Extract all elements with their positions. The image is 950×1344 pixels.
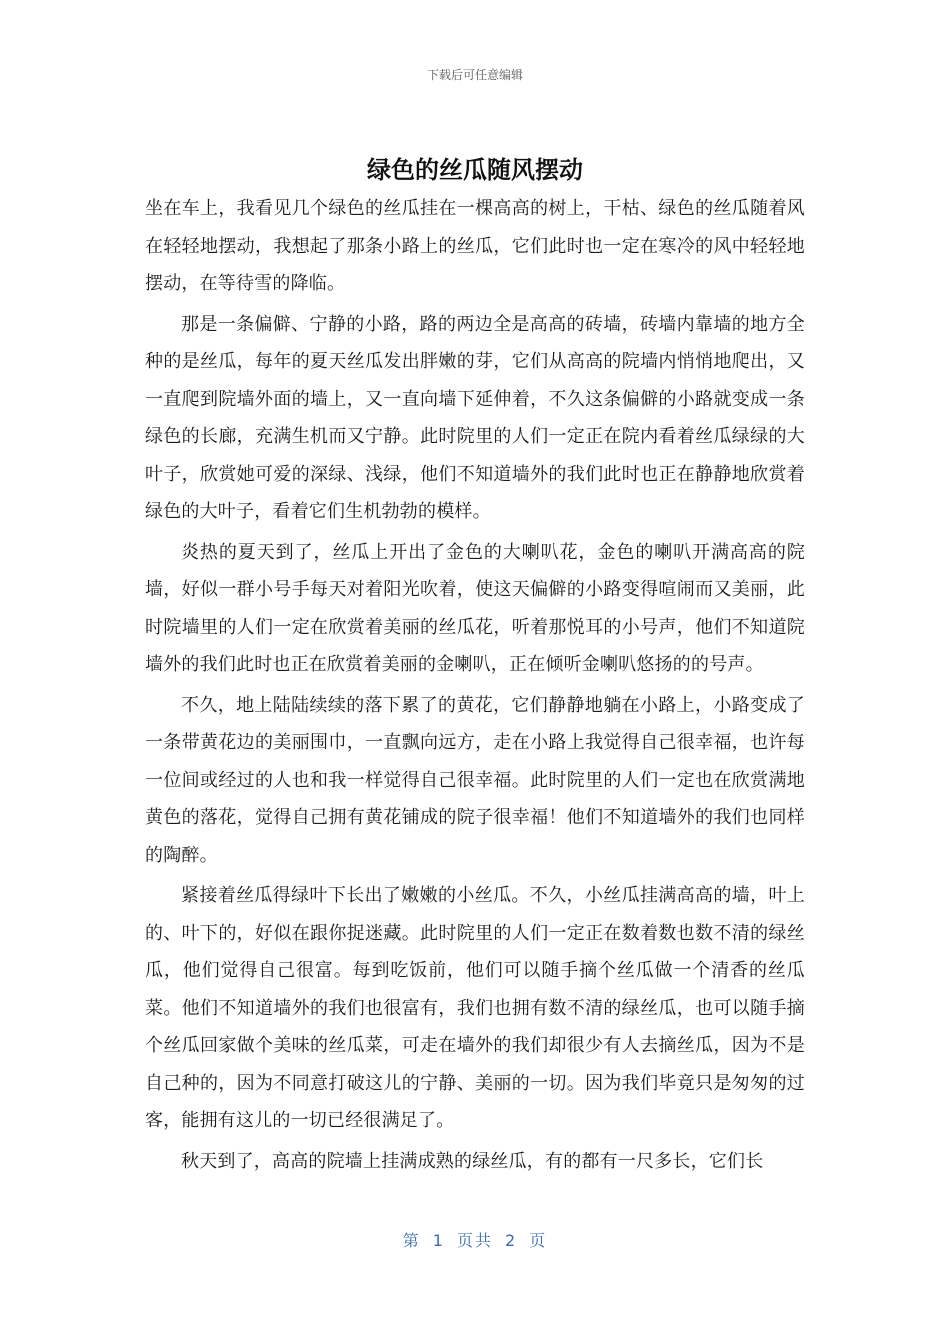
paragraph-2: 那是一条偏僻、宁静的小路，路的两边全是高高的砖墙，砖墙内靠墙的地方全种的是丝瓜，每年的夏天丝瓜发出胖嫩的芽，它们从高高的院墙内悄悄地爬出，又一直爬到院墙外面的墙上，又一直向墙下延伸着，不久这条偏僻的小路就变成一条绿色的长廊，充满生机而又宁静。此时院里的人们一定正在院内看着丝瓜绿绿的大叶子，欣赏她可爱的深绿、浅绿，他们不知道墙外的我们此时也正在静静地欣赏着绿色的大叶子，看着它们生机勃勃的模样。 bbox=[145, 313, 805, 522]
page-header-note: 下载后可任意编辑 bbox=[426, 68, 523, 82]
footer-current-page: 1 bbox=[432, 1231, 445, 1250]
article-body bbox=[145, 190, 805, 1180]
paragraph-5: 紧接着丝瓜得绿叶下长出了嫩嫩的小丝瓜。不久，小丝瓜挂满高高的墙，叶上的、叶下的，好似在跟你捉迷藏。此时院里的人们一定正在数着数也数不清的绿丝瓜，他们觉得自己很富。每到吃饭前，他们可以随手摘个丝瓜做一个清香的丝瓜菜。他们不知道墙外的我们也很富有，我们也拥有数不清的绿丝瓜，也可以随手摘个丝瓜回家做个美味的丝瓜菜，可走在墙外的我们却很少有人去摘丝瓜，因为不是自己种的，因为不同意打破这儿的宁静、美丽的一切。因为我们毕竟只是匆匆的过客，能拥有这儿的一切已经很满足了。 bbox=[145, 885, 805, 1131]
footer-prefix: 第 bbox=[402, 1231, 421, 1250]
page-number-footer bbox=[0, 1228, 950, 1251]
footer-total-pages: 2 bbox=[505, 1231, 518, 1250]
document-title: 绿色的丝瓜随风摆动 bbox=[367, 156, 583, 184]
paragraph-1: 坐在车上，我看见几个绿色的丝瓜挂在一棵高高的树上，干枯、绿色的丝瓜随着风在轻轻地摆动，我想起了那条小路上的丝瓜，它们此时也一定在寒冷的风中轻轻地摆动，在等待雪的降临。 bbox=[145, 198, 805, 294]
footer-suffix: 页 bbox=[529, 1231, 548, 1250]
paragraph-6: 秋天到了，高高的院墙上挂满成熟的绿丝瓜，有的都有一尺多长，它们长 bbox=[181, 1150, 764, 1172]
paragraph-3: 炎热的夏天到了，丝瓜上开出了金色的大喇叭花，金色的喇叭开满高高的院墙，好似一群小号手每天对着阳光吹着，使这天偏僻的小路变得喧闹而又美丽，此时院墙里的人们一定在欣赏着美丽的丝瓜花，听着那悦耳的小号声，他们不知道院墙外的我们此时也正在欣赏着美丽的金喇叭，正在倾听金喇叭悠扬的的号声。 bbox=[145, 541, 805, 675]
paragraph-4: 不久，地上陆陆续续的落下累了的黄花，它们静静地躺在小路上，小路变成了一条带黄花边的美丽围巾，一直飘向远方，走在小路上我觉得自己很幸福，也许每一位间或经过的人也和我一样觉得自己很幸福。此时院里的人们一定也在欣赏满地黄色的落花，觉得自己拥有黄花铺成的院子很幸福！他们不知道墙外的我们也同样的陶醉。 bbox=[145, 694, 805, 866]
footer-mid: 页共 bbox=[456, 1231, 493, 1250]
